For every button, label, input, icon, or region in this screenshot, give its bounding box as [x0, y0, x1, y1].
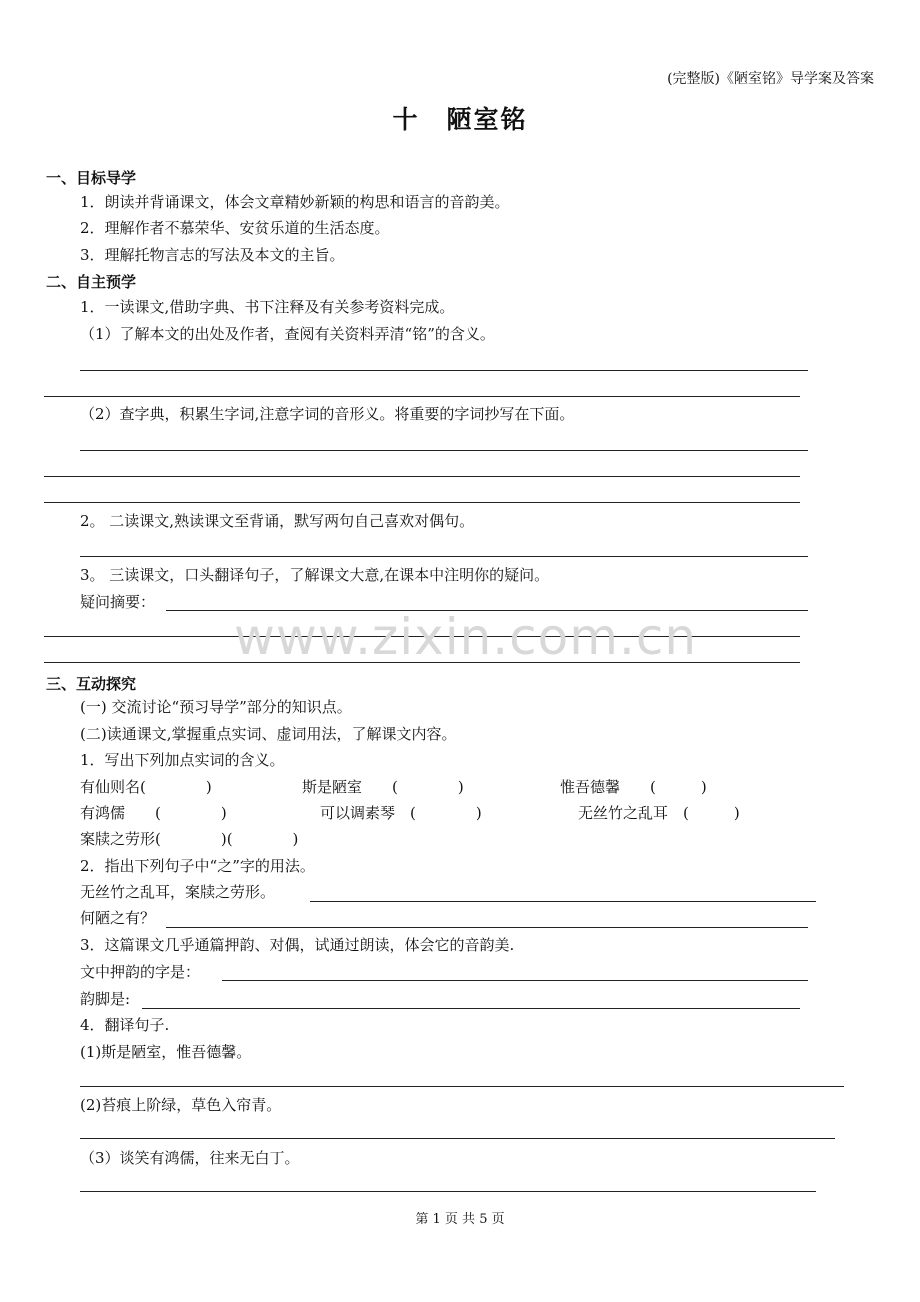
- word-blank: 可以调素琴 ( ): [320, 804, 482, 822]
- answer-line[interactable]: [44, 502, 800, 503]
- word-blank: 无丝竹之乱耳 ( ): [578, 804, 740, 822]
- explore-a: (一) 交流讨论“预习导学”部分的知识点。: [80, 698, 352, 716]
- watermark: www.zixin.com.cn: [234, 608, 698, 666]
- page-footer: 第 1 页 共 5 页: [415, 1212, 505, 1227]
- section-heading-preview: 二、自主预学: [46, 273, 137, 291]
- question-1: 1．写出下列加点实词的含义。: [80, 751, 285, 769]
- answer-line[interactable]: [80, 556, 808, 557]
- question-3b: 韵脚是:: [80, 990, 131, 1008]
- word-blank: 有鸿儒 ( ): [80, 804, 227, 822]
- question-4: 4．翻译句子.: [80, 1016, 170, 1034]
- question-3: 3．这篇课文几乎通篇押韵、对偶，试通过朗读，体会它的音韵美.: [80, 936, 515, 954]
- section-heading-explore: 三、互动探究: [46, 675, 137, 693]
- word-blank: 案牍之劳形( )( ): [80, 830, 299, 848]
- goal-item: 1．朗读并背诵课文，体会文章精妙新颖的构思和语言的音韵美。: [80, 193, 510, 211]
- answer-line[interactable]: [310, 901, 816, 902]
- question-2a: 无丝竹之乱耳，案牍之劳形。: [80, 883, 276, 901]
- answer-line[interactable]: [80, 1138, 835, 1139]
- preview-task-1b: （2）查字典，积累生字词,注意字词的音形义。将重要的字词抄写在下面。: [80, 405, 575, 423]
- answer-line[interactable]: [44, 396, 800, 397]
- question-4a: (1)斯是陋室，惟吾德馨。: [80, 1043, 252, 1061]
- answer-line[interactable]: [80, 370, 808, 371]
- preview-task-3: 3。 三读课文，口头翻译句子，了解课文大意,在课本中注明你的疑问。: [80, 566, 550, 584]
- question-4c: （3）谈笑有鸿儒，往来无白丁。: [80, 1149, 300, 1167]
- answer-line[interactable]: [80, 1191, 816, 1192]
- question-2: 2．指出下列句子中“之”字的用法。: [80, 857, 315, 875]
- question-2b: 何陋之有？: [80, 909, 156, 927]
- word-blank: 有仙则名( ): [80, 778, 212, 796]
- answer-line[interactable]: [142, 1008, 800, 1009]
- question-summary-label: 疑问摘要：: [80, 593, 156, 611]
- preview-task-1a: （1）了解本文的出处及作者，查阅有关资料弄清“铭”的含义。: [80, 325, 495, 343]
- goal-item: 3．理解托物言志的写法及本文的主旨。: [80, 246, 345, 264]
- answer-line[interactable]: [80, 1086, 844, 1087]
- page-title: 十 陋室铭: [392, 105, 528, 134]
- answer-line[interactable]: [80, 450, 808, 451]
- document-header: (完整版)《陋室铭》导学案及答案: [667, 71, 874, 87]
- question-3a: 文中押韵的字是：: [80, 963, 201, 981]
- section-heading-goals: 一、目标导学: [46, 169, 137, 187]
- word-blank: 斯是陋室 ( ): [302, 778, 464, 796]
- answer-line[interactable]: [222, 980, 808, 981]
- word-blank: 惟吾德馨 ( ): [560, 778, 707, 796]
- answer-line[interactable]: [44, 476, 800, 477]
- preview-task-1: 1．一读课文,借助字典、书下注释及有关参考资料完成。: [80, 298, 455, 316]
- goal-item: 2．理解作者不慕荣华、安贫乐道的生活态度。: [80, 219, 390, 237]
- question-4b: (2)苔痕上阶绿，草色入帘青。: [80, 1096, 282, 1114]
- preview-task-2: 2。 二读课文,熟读课文至背诵，默写两句自己喜欢对偶句。: [80, 512, 475, 530]
- answer-line[interactable]: [166, 927, 808, 928]
- explore-b: (二)读通课文,掌握重点实词、虚词用法，了解课文内容。: [80, 725, 457, 743]
